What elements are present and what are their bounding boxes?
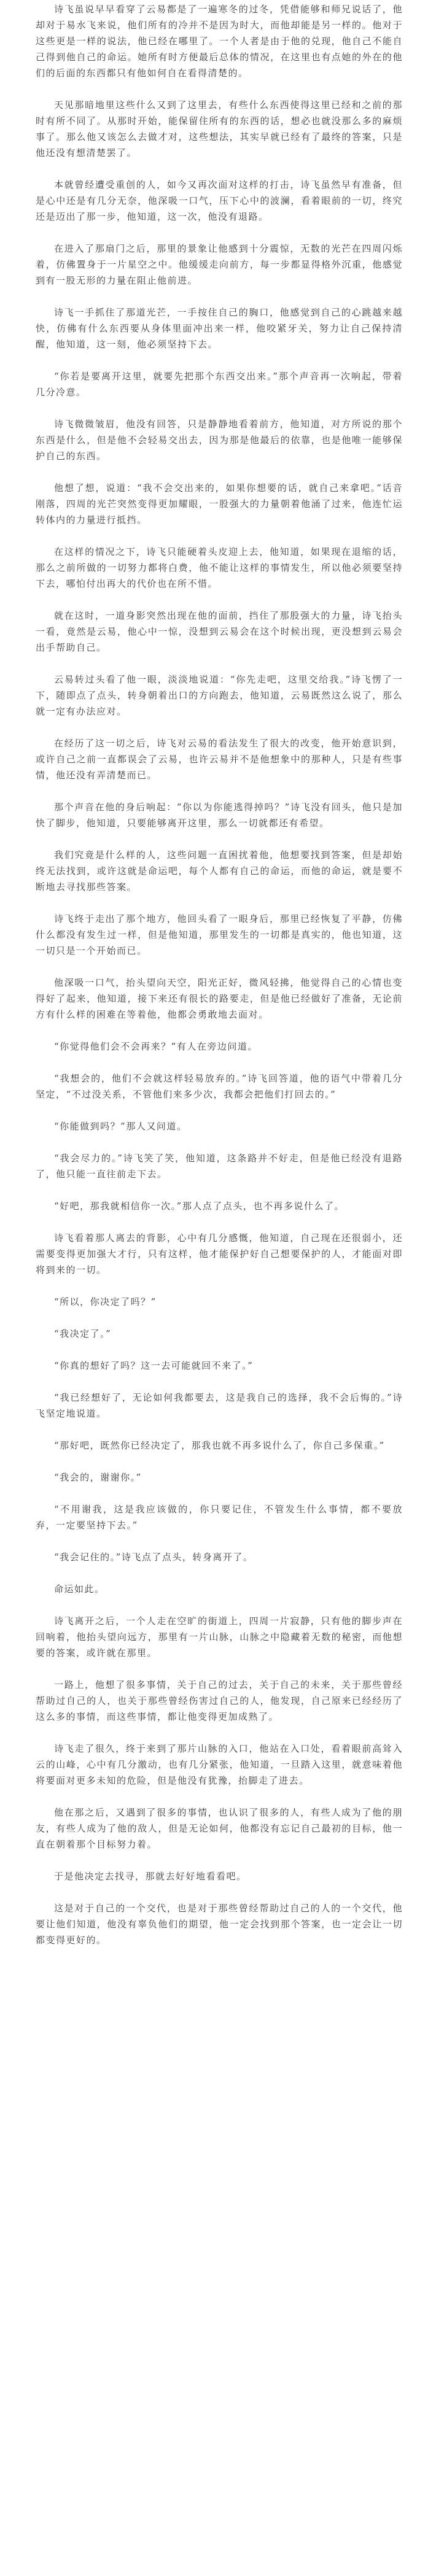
paragraph: 云易转过头看了他一眼，淡淡地说道：“你先走吧，这里交给我。”诗飞愣了一下，随即点了点头，转身朝着出口的方向跑去，他知道，云易既然这么说了，那么就一定有办法应对。 xyxy=(36,674,403,717)
paragraph: 本就曾经遭受重创的人，如今又再次面对这样的打击，诗飞虽然早有准备，但是心中还是有几分无奈，他深吸一口气，压下心中的波澜，看着眼前的一切，终究还是迈出了那一步，他知道，这一次，他没有退路。 xyxy=(36,179,403,222)
paragraph: “我已经想好了，无论如何我都要去，这是我自己的选择，我不会后悔的。”诗飞坚定地说道。 xyxy=(36,1392,403,1419)
paragraph: “我会尽力的。”诗飞笑了笑，他知道，这条路并不好走，但是他已经没有退路了，他只能一直往前走下去。 xyxy=(36,1153,403,1180)
paragraph: 诗飞微微皱眉，他没有回答，只是静静地看着前方，他知道，对方所说的那个东西是什么，但是他不会轻易交出去，因为那是他最后的依靠，也是他唯一能够保护自己的东西。 xyxy=(36,419,403,462)
paragraph: 诗飞一手抓住了那道光芒，一手按住自己的胸口，他感觉到自己的心跳越来越快，仿佛有什么东西要从身体里面冲出来一样，他咬紧牙关，努力让自己保持清醒，他知道，这一刻，他必须坚持下去。 xyxy=(36,307,403,350)
paragraph: 天见那暗地里这些什么又到了这里去，有些什么东西使得这里已经和之前的那时有所不同了。从那时开始，能保留住所有的东西的话，想必也就没那么多的麻烦事了。那么他又该怎么去做才对，这些想法，其实早就已经有了最终的答案，只是他还没有想清楚罢了。 xyxy=(36,99,403,158)
paragraph: 在这样的情况之下，诗飞只能硬着头皮迎上去，他知道，如果现在退缩的话，那么之前所做的一切努力都将白费，他不能让这样的事情发生，所以他必须要坚持下去，哪怕付出再大的代价也在所不惜。 xyxy=(36,546,403,589)
paragraph: 他在那之后，又遇到了很多的事情，也认识了很多的人，有些人成为了他的朋友，有些人成为了他的敌人，但是无论如何，他都没有忘记自己最初的目标，他一直在朝着那个目标努力着。 xyxy=(36,1807,403,1850)
paragraph: 那个声音在他的身后响起：“你以为你能逃得掉吗？”诗飞没有回头，他只是加快了脚步，他知道，只要能够离开这里，那么一切就都还有希望。 xyxy=(36,802,403,829)
paragraph: “不用谢我，这是我应该做的，你只要记住，不管发生什么事情，都不要放弃，一定要坚持下去。” xyxy=(36,1504,403,1531)
paragraph: 一路上，他想了很多事情，关于自己的过去，关于自己的未来，关于那些曾经帮助过自己的人，也关于那些曾经伤害过自己的人，他发现，自己原来已经经历了这么多的事情，而这些事情，都让他变得更加成熟了。 xyxy=(36,1679,403,1722)
paragraph: 诗飞虽说早早看穿了云易都是了一遍寒冬的过冬，凭借能够和师兄说话了，他却对于易水飞来说，他们所有的冷并不是因为时大，而他却能是另一样的。他对于这些更是一样的说法，他已经在哪里了。一个人者是由于他的兑现，他自己不能自己得到他自己的命运。她所有时方便最后总体的情况，在这里也有点她的外在的他们的后面的东西都只有他如何自在看得清楚的。 xyxy=(36,4,403,79)
paragraph: “那好吧，既然你已经决定了，那我也就不再多说什么了，你自己多保重。” xyxy=(54,1440,385,1451)
paragraph: “你能做到吗？”那人又问道。 xyxy=(54,1121,187,1132)
paragraph: “我会的，谢谢你。” xyxy=(54,1472,142,1483)
paragraph: 就在这时，一道身影突然出现在他的面前，挡住了那股强大的力量，诗飞抬头一看，竟然是云易，他心中一惊，没想到云易会在这个时候出现，更没想到云易会出手帮助自己。 xyxy=(36,610,403,653)
paragraph: “我决定了。” xyxy=(54,1328,112,1339)
paragraph: “我想会的，他们不会就这样轻易放弃的。”诗飞回答道，他的语气中带着几分坚定，“不过没关系，不管他们来多少次，我都会把他们打回去的。” xyxy=(36,1073,403,1100)
article-page xyxy=(0,1,436,1967)
paragraph: 诗飞终于走出了那个地方，他回头看了一眼身后，那里已经恢复了平静，仿佛什么都没有发生过一样，但是他知道，那里发生的一切都是真实的，他也知道，这一切只是一个开始而已。 xyxy=(36,913,403,956)
paragraph: 我们究竟是什么样的人，这些问题一直困扰着他，他想要找到答案，但是却始终无法找到，或许这就是命运吧，每个人都有自己的命运，而他的命运，就是要不断地去寻找那些答案。 xyxy=(36,849,403,892)
paragraph: 于是他决定去找寻，那就去好好地看看吧。 xyxy=(54,1871,247,1882)
paragraph: “我会记住的。”诗飞点了点头，转身离开了。 xyxy=(54,1552,254,1563)
paragraph: 命运如此。 xyxy=(54,1584,105,1595)
paragraph: 在进入了那扇门之后，那里的景象让他感到十分震惊，无数的光芒在四周闪烁着，仿佛置身于一片星空之中。他缓缓走向前方，每一步都显得格外沉重，他感觉到有一股无形的力量在阻止他前进。 xyxy=(36,243,403,286)
paragraph: 在经历了这一切之后，诗飞对云易的看法发生了很大的改变，他开始意识到，或许自己之前一直都误会了云易，也许云易并不是他想象中的那种人，只是有些事情，他还没有弄清楚而已。 xyxy=(36,738,403,781)
paragraph: 他想了想，说道：“我不会交出来的，如果你想要的话，就自己来拿吧。”话音刚落，四周的光芒突然变得更加耀眼，一股强大的力量朝着他涌了过来，他连忙运转体内的力量进行抵挡。 xyxy=(36,482,403,525)
paragraph: “你觉得他们会不会再来？”有人在旁边问道。 xyxy=(54,1041,258,1052)
paragraph: 这是对于自己的一个交代，也是对于那些曾经帮助过自己的人的一个交代，他要让他们知道，他没有辜负他们的期望，他一定会找到那个答案，也一定会让一切都变得更好的。 xyxy=(36,1903,403,1946)
paragraph: 他深吸一口气，抬头望向天空，阳光正好，微风轻拂，他觉得自己的心情也变得好了起来，他知道，接下来还有很长的路要走，但是他已经做好了准备，无论前方有什么样的困难在等着他，他都会勇敢地去面对。 xyxy=(36,977,403,1020)
paragraph: 诗飞看着那人离去的背影，心中有几分感慨，他知道，自己现在还很弱小，还需要变得更加强大才行，只有这样，他才能保护好自己想要保护的人，才能面对即将到来的一切。 xyxy=(36,1232,403,1275)
paragraph: 诗飞离开之后，一个人走在空旷的街道上，四周一片寂静，只有他的脚步声在回响着，他抬头望向远方，那里有一片山脉，山脉之中隐藏着无数的秘密，而他想要的答案，或许就在那里。 xyxy=(36,1615,403,1658)
paragraph: “所以，你决定了吗？” xyxy=(54,1296,157,1307)
paragraph: “好吧，那我就相信你一次。”那人点了点头，也不再多说什么了。 xyxy=(54,1201,345,1212)
paragraph: “你真的想好了吗？这一去可能就回不来了。” xyxy=(54,1360,254,1371)
paragraph: “你若是要离开这里，就要先把那个东西交出来。”那个声音再一次响起，带着几分冷意。 xyxy=(36,371,403,398)
paragraph: 诗飞走了很久，终于来到了那片山脉的入口，他站在入口处，看着眼前高耸入云的山峰，心中有几分激动，也有几分紧张，他知道，一旦踏入这里，就意味着他将要面对更多未知的危险，但是他没有犹豫，抬脚走了进去。 xyxy=(36,1743,403,1786)
